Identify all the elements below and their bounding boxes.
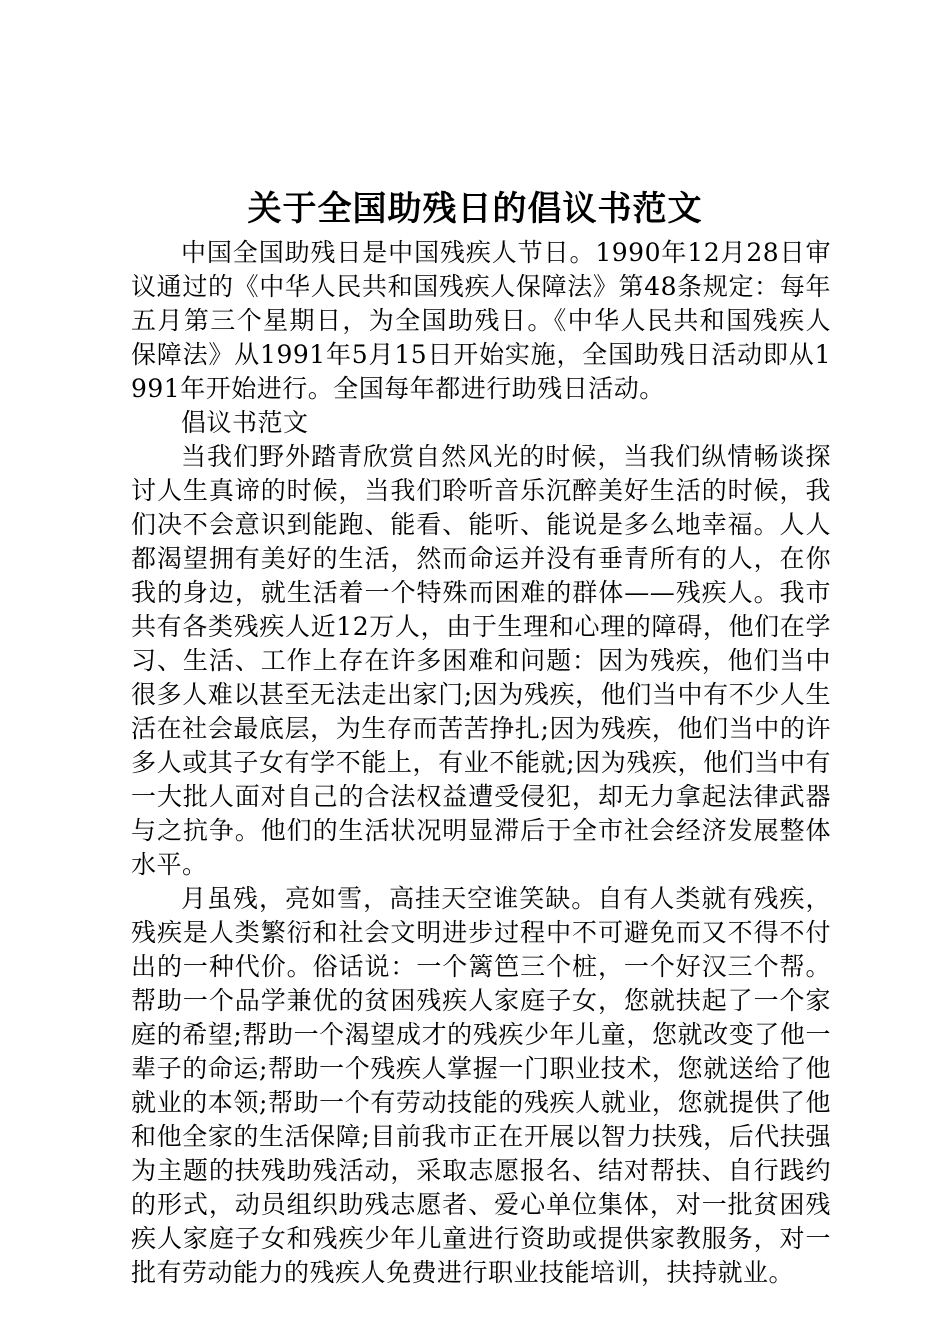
paragraph-intro: 中国全国助残日是中国残疾人节日。1990年12月28日审议通过的《中华人民共和国残疾人保障法》第48条规定：每年五月第三个星期日，为全国助残日。《中华人民共和国残疾人保障法》从1991年5月15日开始实施，全国助残日活动即从1991年开始进行。全国每年都进行助残日活动。 — [131, 238, 831, 403]
document-title: 关于全国助残日的倡议书范文 — [247, 189, 703, 229]
paragraph-body-2: 月虽残，亮如雪，高挂天空谁笑缺。自有人类就有残疾，残疾是人类繁衍和社会文明进步过程中不可避免而又不得不付出的一种代价。俗话说：一个篱笆三个桩，一个好汉三个帮。帮助一个品学兼优的贫困残疾人家庭子女，您就扶起了一个家庭的希望;帮助一个渴望成才的残疾少年儿童，您就改变了他一辈子的命运;帮助一个残疾人掌握一门职业技术，您就送给了他就业的本领;帮助一个有劳动技能的残疾人就业，您就提供了他和他全家的生活保障;目前我市正在开展以智力扶残，后代扶强为主题的扶残助残活动，采取志愿报名、结对帮扶、自行践约的形式，动员组织助残志愿者、爱心单位集体，对一批贫困残疾人家庭子女和残疾少年儿童进行资助或提供家教服务，对一批有劳动能力的残疾人免费进行职业技能培训，扶持就业。 — [131, 884, 831, 1287]
paragraph-body-1: 当我们野外踏青欣赏自然风光的时候，当我们纵情畅谈探讨人生真谛的时候，当我们聆听音乐沉醉美好生活的时候，我们决不会意识到能跑、能看、能听、能说是多么地幸福。人人都渴望拥有美好的生活，然而命运并没有垂青所有的人，在你我的身边，就生活着一个特殊而困难的群体——残疾人。我市共有各类残疾人近12万人，由于生理和心理的障碍，他们在学习、生活、工作上存在许多困难和问题：因为残疾，他们当中很多人难以甚至无法走出家门;因为残疾，他们当中有不少人生活在社会最底层，为生存而苦苦挣扎;因为残疾，他们当中的许多人或其子女有学不能上，有业不能就;因为残疾，他们当中有一大批人面对自己的合法权益遭受侵犯，却无力拿起法律武器与之抗争。他们的生活状况明显滞后于全市社会经济发展整体水平。 — [131, 442, 831, 879]
document-body — [131, 236, 831, 1290]
section-heading: 倡议书范文 — [181, 408, 309, 437]
